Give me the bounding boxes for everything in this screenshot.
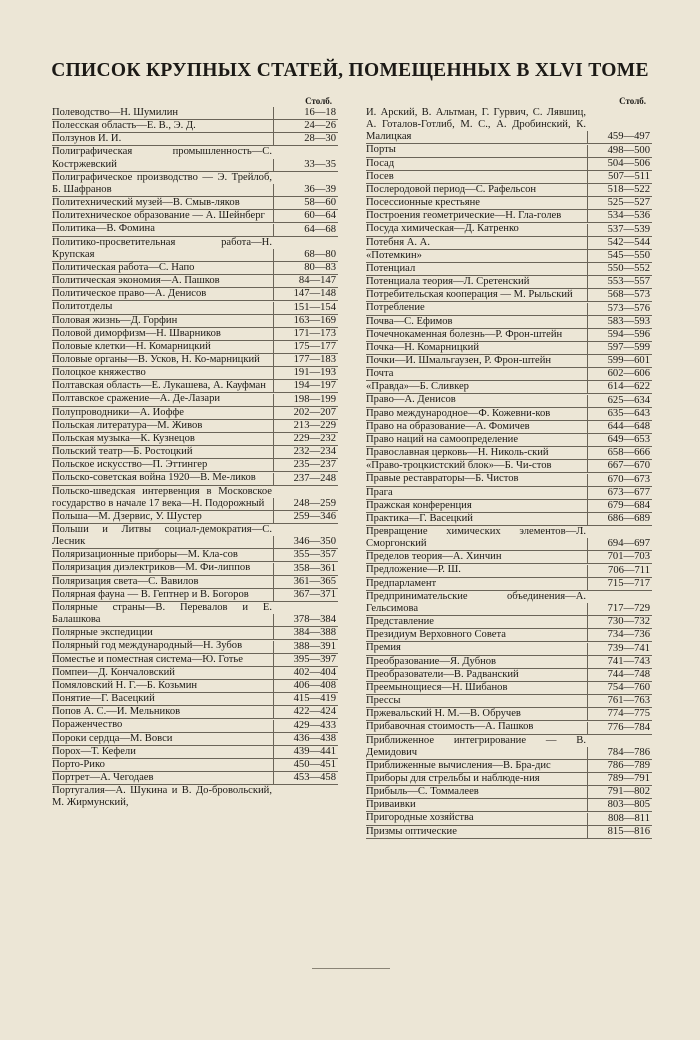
entry-columns: 670—673 <box>587 474 650 486</box>
index-entry <box>52 301 338 314</box>
entry-title: Почечнокаменная болезнь—Р. Фрон-штейн <box>366 328 563 340</box>
index-entry <box>366 421 652 434</box>
index-entry <box>366 237 652 250</box>
entry-title: Посессионные крестьяне <box>366 197 481 209</box>
index-entry <box>366 107 652 144</box>
entry-columns: 803—805 <box>587 799 650 811</box>
column-header: Столб. <box>305 96 332 106</box>
entry-title: Польский театр—Б. Ростоцкий <box>52 446 193 458</box>
entry-columns: 741—743 <box>587 656 650 668</box>
index-entry <box>52 341 338 354</box>
entry-columns: 58—60 <box>273 197 336 209</box>
entry-columns: 198—199 <box>273 394 336 406</box>
entry-title: «Право-троцкистский блок»—Б. Чи-стов <box>366 460 552 472</box>
entry-columns: 686—689 <box>587 513 650 525</box>
entry-columns: 191—193 <box>273 367 336 379</box>
entry-columns: 406—408 <box>273 680 336 692</box>
entry-columns: 194—197 <box>273 380 336 392</box>
entry-columns: 259—346 <box>273 511 336 523</box>
index-entry <box>366 342 652 355</box>
entry-columns: 730—732 <box>587 616 650 628</box>
entry-title: Польская литература—М. Живов <box>52 419 203 431</box>
entry-columns: 717—729 <box>587 603 650 615</box>
entry-columns: 232—234 <box>273 446 336 458</box>
entry-title: Практика—Г. Васецкий <box>366 512 473 524</box>
entry-title: Политехнический музей—В. Смыв-ляков <box>52 197 240 209</box>
entry-columns: 694—697 <box>587 538 650 550</box>
index-entry <box>366 473 652 486</box>
entry-title: Порох—Т. Кефели <box>52 745 136 757</box>
entry-columns: 525—527 <box>587 197 650 209</box>
index-entry <box>366 394 652 407</box>
entry-columns: 550—552 <box>587 263 650 275</box>
entry-title: Понятие—Г. Васецкий <box>52 693 155 705</box>
entry-title: Правые реставраторы—Б. Чистов <box>366 473 519 485</box>
entry-title: Приборы для стрельбы и наблюде-ния <box>366 772 540 784</box>
entry-columns: 667—670 <box>587 460 650 472</box>
entry-title: Ползунов И. И. <box>52 133 122 145</box>
index-entry <box>366 184 652 197</box>
index-entry <box>366 760 652 773</box>
bottom-rule <box>312 968 390 969</box>
entry-title: Полярный год международный—Н. Зубов <box>52 640 243 652</box>
entry-columns: 402—404 <box>273 667 336 679</box>
entry-columns: 16—18 <box>273 107 336 119</box>
index-entry <box>366 721 652 734</box>
index-entry <box>52 459 338 472</box>
entry-columns: 715—717 <box>587 578 650 590</box>
index-entry <box>52 446 338 459</box>
entry-columns: 761—763 <box>587 695 650 707</box>
entry-columns: 507—511 <box>587 171 650 183</box>
entry-columns: 658—666 <box>587 447 650 459</box>
entry-title: Порто-Рико <box>52 758 105 770</box>
entry-title: Полоцкое княжество <box>52 367 146 379</box>
entry-columns: 213—229 <box>273 420 336 432</box>
index-entry <box>52 733 338 746</box>
entry-columns: 614—622 <box>587 381 650 393</box>
index-entry <box>366 551 652 564</box>
index-entry <box>366 263 652 276</box>
index-entry <box>366 642 652 655</box>
entry-columns: 395—397 <box>273 654 336 666</box>
column-header: Столб. <box>619 96 646 106</box>
entry-columns: 498—500 <box>587 145 650 157</box>
entry-columns: 791—802 <box>587 786 650 798</box>
entry-title: Потребительская кооперация — М. Рыльский <box>366 289 573 301</box>
entry-columns: 450—451 <box>273 759 336 771</box>
index-entry <box>52 354 338 367</box>
index-entry <box>52 693 338 706</box>
entry-title: Полесская область—Е. В., Э. Д. <box>52 120 196 132</box>
entry-title: Половые органы—В. Усков, Н. Ко-марницкий <box>52 353 260 365</box>
index-entry <box>52 706 338 719</box>
index-entry <box>52 237 338 262</box>
entry-columns: 378—384 <box>273 614 336 626</box>
entry-columns: 33—35 <box>273 159 336 171</box>
index-entry <box>52 120 338 133</box>
entry-title: Пораженчество <box>52 719 123 731</box>
index-entry <box>366 316 652 329</box>
entry-columns: 84—147 <box>273 275 336 287</box>
entry-columns: 453—458 <box>273 772 336 784</box>
entry-columns: 744—748 <box>587 669 650 681</box>
index-entry <box>366 682 652 695</box>
entry-columns: 518—522 <box>587 184 650 196</box>
entry-title: Предпринимательские объединения—А. Гельсимова <box>366 590 586 614</box>
entry-columns: 459—497 <box>587 131 650 143</box>
entry-title: Поместье и поместная система—Ю. Готье <box>52 653 243 665</box>
entry-columns: 361—365 <box>273 576 336 588</box>
index-entry <box>52 602 338 627</box>
entry-columns: 415—419 <box>273 693 336 705</box>
index-entry <box>52 210 338 223</box>
entry-columns: 147—148 <box>273 288 336 300</box>
entry-columns: 635—643 <box>587 408 650 420</box>
entry-columns: 774—775 <box>587 708 650 720</box>
entry-title: Прибавочная стоимость—А. Пашков <box>366 721 534 733</box>
index-entry <box>52 393 338 406</box>
index-entry <box>366 408 652 421</box>
index-entry <box>52 719 338 732</box>
index-entry <box>366 616 652 629</box>
index-entry <box>366 171 652 184</box>
entry-title: Помяловский Н. Г.—Б. Козьмин <box>52 679 198 691</box>
index-entry <box>366 289 652 302</box>
entry-columns: 80—83 <box>273 262 336 274</box>
entry-columns: 68—80 <box>273 249 336 261</box>
entry-title: Призмы оптические <box>366 825 457 837</box>
entry-columns: 545—550 <box>587 250 650 262</box>
entry-title: Предпарламент <box>366 577 437 589</box>
entry-columns: 784—786 <box>587 747 650 759</box>
entry-title: Полярные страны—В. Перевалов и Е. Балашкова <box>52 601 272 626</box>
entry-title: Представление <box>366 616 434 628</box>
entry-title: Политическая работа—С. Напо <box>52 261 195 273</box>
index-entry <box>52 472 338 485</box>
entry-columns: 235—237 <box>273 459 336 471</box>
index-entry <box>52 107 338 120</box>
index-entry <box>366 276 652 289</box>
entry-title: Политехническое образование — А. Шейнберг <box>52 210 265 222</box>
entry-title: Попов А. С.—И. Мельников <box>52 706 181 718</box>
entry-columns: 649—653 <box>587 434 650 446</box>
entry-title: Право наций на самоопределение <box>366 433 519 445</box>
entry-columns: 542—544 <box>587 237 650 249</box>
entry-title: Премия <box>366 642 401 654</box>
entry-columns: 202—207 <box>273 407 336 419</box>
entry-columns: 594—596 <box>587 329 650 341</box>
entry-columns: 673—677 <box>587 487 650 499</box>
page-title: СПИСОК КРУПНЫХ СТАТЕЙ, ПОМЕЩЕННЫХ В XLVI ТОМЕ <box>51 60 649 81</box>
entry-title: Политотделы <box>52 301 113 313</box>
entry-columns: 151—154 <box>273 302 336 314</box>
entry-title: Полиграфическая промышленность—С. Костржевский <box>52 146 272 170</box>
right-column <box>366 95 652 839</box>
index-entry <box>366 578 652 591</box>
index-entry <box>366 302 652 315</box>
entry-title: Политическая экономия—А. Пашков <box>52 275 220 287</box>
entry-title: Право на образование—А. Фомичев <box>366 420 530 432</box>
entry-title: Полярная фауна — В. Гептнер и В. Богоров <box>52 588 249 600</box>
entry-columns: 248—259 <box>273 498 336 510</box>
index-entry <box>366 629 652 642</box>
entry-columns: 60—64 <box>273 210 336 222</box>
index-entry <box>366 355 652 368</box>
index-entry <box>366 513 652 526</box>
entry-title: Политико-просветительная работа—Н. Крупская <box>52 236 272 260</box>
entry-title: Полтавское сражение—А. Де-Лазари <box>52 393 221 405</box>
entry-columns: 786—789 <box>587 760 650 772</box>
index-entry <box>52 315 338 328</box>
entry-columns: 177—183 <box>273 354 336 366</box>
entry-title: Почта <box>366 368 394 380</box>
index-entry <box>366 656 652 669</box>
entry-columns: 436—438 <box>273 733 336 745</box>
entry-title: Потебня А. А. <box>366 236 430 248</box>
entry-title: Полеводство—Н. Шумилин <box>52 107 179 118</box>
index-entry <box>366 368 652 381</box>
index-entry <box>366 447 652 460</box>
entry-title: Польское искусство—П. Эттингер <box>52 459 208 471</box>
index-entry <box>52 680 338 693</box>
index-entry <box>52 133 338 146</box>
index-entry <box>52 549 338 562</box>
index-entry <box>52 275 338 288</box>
index-entry <box>52 262 338 275</box>
entry-title: Половой диморфизм—Н. Шварников <box>52 327 221 339</box>
index-entry <box>366 381 652 394</box>
entry-title: Построения геометрические—Н. Гла-голев <box>366 210 562 222</box>
entry-columns: 625—634 <box>587 395 650 407</box>
entry-columns: 367—371 <box>273 589 336 601</box>
index-entry <box>52 772 338 785</box>
entry-title: Потенциала теория—Л. Сретенский <box>366 276 530 288</box>
entry-columns: 355—357 <box>273 549 336 561</box>
index-entry <box>52 486 338 511</box>
index-entry <box>366 329 652 342</box>
index-entry <box>366 591 652 616</box>
entry-title: Половая жизнь—Д. Горфин <box>52 314 178 326</box>
entry-title: «Правда»—Б. Сливкер <box>366 381 469 393</box>
entry-columns: 815—816 <box>587 826 650 838</box>
entry-columns: 429—433 <box>273 720 336 732</box>
entry-columns: 734—736 <box>587 629 650 641</box>
entry-title: Полиграфическое производство — Э. Трейлоб, Б. Шафранов <box>52 171 272 195</box>
entry-title: Полярные экспедиции <box>52 627 153 639</box>
entry-title: Польши и Литвы социал-демократия—С. Лесник <box>52 524 272 548</box>
index-entry <box>366 695 652 708</box>
entry-title: «Потемкин» <box>366 249 422 261</box>
entry-columns: 754—760 <box>587 682 650 694</box>
entry-title: Прессы <box>366 695 401 707</box>
entry-columns: 776—784 <box>587 722 650 734</box>
entry-title: Преобразователи—В. Радванский <box>366 668 519 680</box>
index-entry <box>366 223 652 236</box>
entry-columns: 171—173 <box>273 328 336 340</box>
entry-title: Помпеи—Д. Кончаловский <box>52 666 175 678</box>
entry-title: Портрет—А. Чегодаев <box>52 771 154 783</box>
entry-title: Послеродовой период—С. Рафельсон <box>366 183 537 195</box>
index-entry <box>366 500 652 513</box>
entry-title: Превращение химических элементов—Л. Сморгонский <box>366 526 586 550</box>
entry-columns: 358—361 <box>273 563 336 575</box>
index-entry <box>52 785 338 809</box>
entry-columns: 679—684 <box>587 500 650 512</box>
entry-title: Пражская конференция <box>366 499 472 511</box>
entry-title: Политика—В. Фомина <box>52 223 155 235</box>
entry-title: Политическое право—А. Денисов <box>52 288 207 300</box>
index-entry <box>52 420 338 433</box>
index-entry <box>52 380 338 393</box>
entry-columns: 439—441 <box>273 746 336 758</box>
index-entry <box>366 434 652 447</box>
entry-title: Прага <box>366 486 393 498</box>
index-entry <box>366 735 652 760</box>
index-entry <box>52 511 338 524</box>
index-entry <box>52 197 338 210</box>
entry-columns: 36—39 <box>273 184 336 196</box>
entry-title: Пороки сердца—М. Вовси <box>52 732 173 744</box>
entry-columns: 237—248 <box>273 473 336 485</box>
entry-columns: 388—391 <box>273 641 336 653</box>
entry-title: Приваивки <box>366 799 416 811</box>
index-entry <box>52 589 338 602</box>
entry-columns: 597—599 <box>587 342 650 354</box>
index-entry <box>366 812 652 825</box>
index-entry <box>366 250 652 263</box>
entry-columns: 789—791 <box>587 773 650 785</box>
entry-title: Половые клетки—Н. Комарницкий <box>52 340 211 352</box>
entry-title: Почки—И. Шмальгаузен, Р. Фрон-штейн <box>366 354 552 366</box>
left-column <box>52 95 338 809</box>
index-entry <box>52 654 338 667</box>
entry-title: Почва—С. Ефимов <box>366 315 453 327</box>
index-entry <box>366 786 652 799</box>
index-entry <box>52 433 338 446</box>
index-entry <box>52 524 338 549</box>
entry-title: Порты <box>366 144 396 156</box>
entry-title: Приближенное интегрирование — В. Демидович <box>366 734 586 758</box>
index-entry <box>366 799 652 812</box>
index-entry <box>366 773 652 786</box>
entry-columns: 599—601 <box>587 355 650 367</box>
index-entry <box>52 288 338 301</box>
entry-columns: 602—606 <box>587 368 650 380</box>
entry-title: Польско-шведская интервенция в Московское государство в начале 17 века—Н. Подорожный <box>52 485 272 509</box>
entry-columns: 534—536 <box>587 210 650 222</box>
entry-title: Польская музыка—К. Кузнецов <box>52 432 195 444</box>
index-entry <box>52 146 338 171</box>
entry-title: Преемынощиеся—Н. Шибанов <box>366 681 508 693</box>
index-entry <box>52 407 338 420</box>
entry-columns: 706—711 <box>587 565 650 577</box>
index-entry <box>366 210 652 223</box>
entry-columns: 808—811 <box>587 813 650 825</box>
index-entry <box>366 197 652 210</box>
entry-columns: 701—703 <box>587 551 650 563</box>
index-entry <box>52 172 338 197</box>
index-entry <box>52 640 338 653</box>
entry-columns: 537—539 <box>587 224 650 236</box>
entry-title: Президиум Верховного Совета <box>366 629 506 641</box>
entry-columns: 422—424 <box>273 706 336 718</box>
entry-title: Посев <box>366 170 394 182</box>
entry-columns: 229—232 <box>273 433 336 445</box>
entry-title: Потребление <box>366 302 425 314</box>
index-entry <box>52 746 338 759</box>
index-entry <box>366 526 652 551</box>
entry-title: Предложение—Р. Ш. <box>366 564 461 576</box>
entry-columns: 504—506 <box>587 158 650 170</box>
entry-columns: 583—593 <box>587 316 650 328</box>
entry-title: Пржевальский Н. М.—В. Обручев <box>366 708 521 720</box>
entry-title: Прибыль—С. Томмалеев <box>366 786 479 798</box>
entry-title: Польша—М. Дзервис, У. Шустер <box>52 510 202 522</box>
entry-title: Потенциал <box>366 262 416 274</box>
entry-title: Поляризация света—С. Вавилов <box>52 575 199 587</box>
entry-columns: 346—350 <box>273 536 336 548</box>
entry-columns: 573—576 <box>587 303 650 315</box>
entry-columns: 384—388 <box>273 627 336 639</box>
index-entry <box>52 759 338 772</box>
index-entry <box>366 564 652 577</box>
index-entry <box>52 367 338 380</box>
index-entry <box>366 158 652 171</box>
index-entry <box>366 460 652 473</box>
entry-title: Поляризационные приборы—М. Кла-сов <box>52 549 238 561</box>
entry-columns: 163—169 <box>273 315 336 327</box>
entry-title: Полупроводники—А. Иоффе <box>52 406 184 418</box>
entry-title: Польско-советская война 1920—В. Ме-ликов <box>52 472 256 484</box>
entry-columns: 64—68 <box>273 224 336 236</box>
entry-title: Поляризация диэлектриков—М. Фи-липпов <box>52 562 251 574</box>
entry-title: И. Арский, В. Альтман, Г. Гурвич, С. Лявшиц, А. Готалов-Готлиб, М. С., А. Дробинский, К. Малицкая <box>366 107 586 143</box>
index-entry <box>366 708 652 721</box>
entry-columns: 553—557 <box>587 276 650 288</box>
index-entry <box>366 826 652 839</box>
index-entry <box>366 144 652 157</box>
entry-title: Португалия—А. Шукина и В. До-бровольский, М. Жирмунский, <box>52 785 272 809</box>
entry-title: Приближенные вычисления—В. Бра-дис <box>366 759 551 771</box>
index-entry <box>52 328 338 341</box>
entry-title: Право международное—Ф. Кожевни-ков <box>366 407 551 419</box>
entry-columns: 644—648 <box>587 421 650 433</box>
entry-columns: 28—30 <box>273 133 336 145</box>
entry-title: Православная церковь—Н. Николь-ский <box>366 447 549 459</box>
index-entry <box>52 627 338 640</box>
index-entry <box>366 487 652 500</box>
index-entry <box>366 669 652 682</box>
entry-title: Пределов теория—А. Хинчин <box>366 551 502 563</box>
entry-title: Пригородные хозяйства <box>366 812 474 824</box>
index-entry <box>52 667 338 680</box>
entry-columns: 24—26 <box>273 120 336 132</box>
entry-columns: 568—573 <box>587 289 650 301</box>
entry-title: Посуда химическая—Д. Катренко <box>366 223 519 235</box>
entry-columns: 175—177 <box>273 341 336 353</box>
entry-title: Посад <box>366 157 395 169</box>
index-entry <box>52 562 338 575</box>
index-entry <box>52 576 338 589</box>
entry-title: Право—А. Денисов <box>366 394 456 406</box>
entry-title: Преобразование—Я. Дубнов <box>366 655 497 667</box>
entry-columns: 739—741 <box>587 643 650 655</box>
index-entry <box>52 223 338 236</box>
entry-title: Почка—Н. Комарницкий <box>366 341 479 353</box>
entry-title: Полтавская область—Е. Лукашева, А. Кауфман <box>52 380 266 392</box>
